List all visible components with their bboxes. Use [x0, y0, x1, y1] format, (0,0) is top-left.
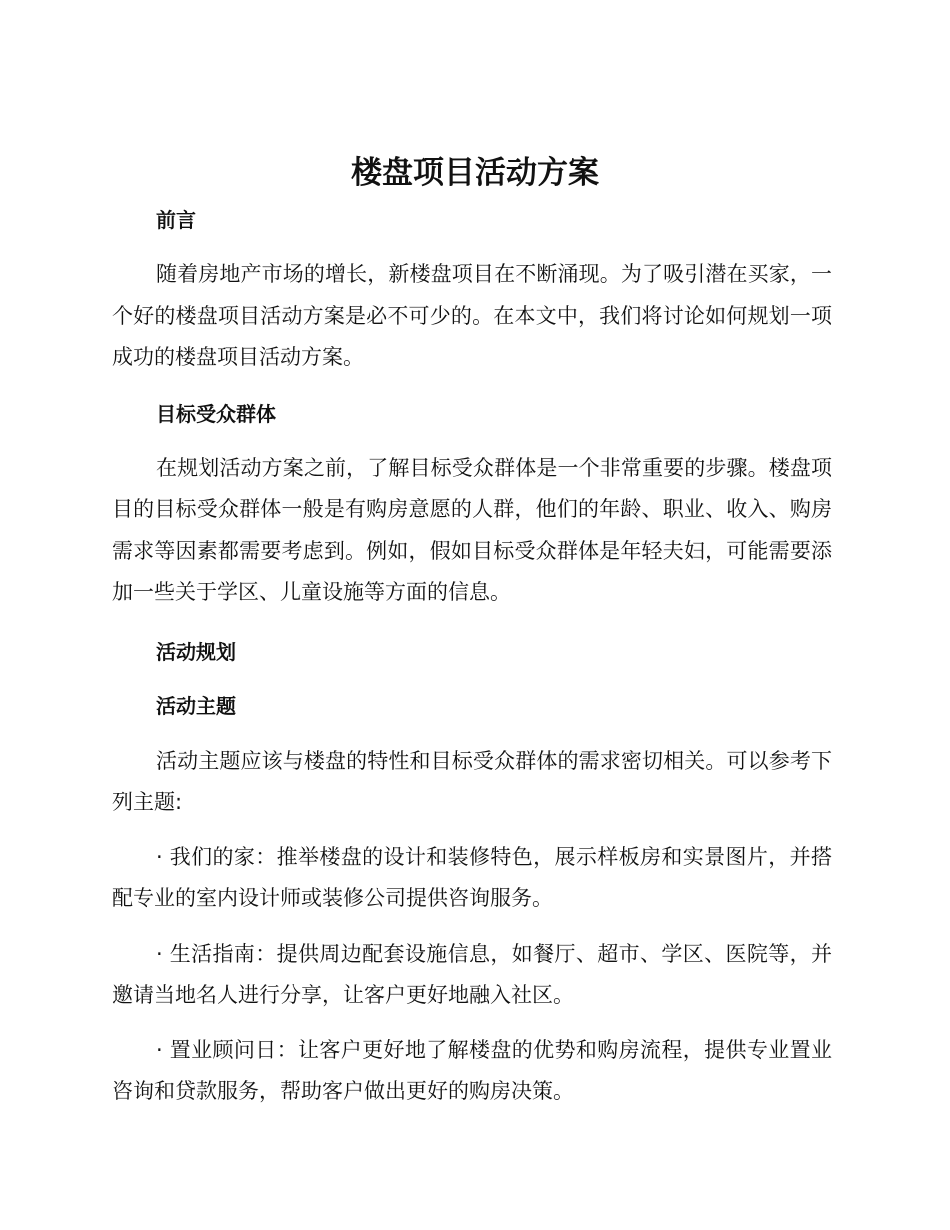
paragraph-theme: 活动主题应该与楼盘的特性和目标受众群体的需求密切相关。可以参考下列主题: [112, 748, 832, 814]
document-body [112, 202, 832, 1113]
document-title: 楼盘项目活动方案 [351, 155, 599, 191]
section-heading-preface: 前言 [156, 208, 196, 232]
paragraph-preface: 随着房地产市场的增长，新楼盘项目在不断涌现。为了吸引潜在买家，一个好的楼盘项目活动方案是必不可少的。在本文中，我们将讨论如何规划一项成功的楼盘项目活动方案。 [112, 262, 832, 369]
paragraph-audience: 在规划活动方案之前，了解目标受众群体是一个非常重要的步骤。楼盘项目的目标受众群体一般是有购房意愿的人群，他们的年龄、职业、收入、购房需求等因素都需要考虑到。例如，假如目标受众群体是年轻夫妇，可能需要添加一些关于学区、儿童设施等方面的信息。 [112, 455, 832, 604]
list-item: · 置业顾问日：让客户更好地了解楼盘的优势和购房流程，提供专业置业咨询和贷款服务，帮助客户做出更好的购房决策。 [112, 1037, 832, 1103]
section-heading-planning: 活动规划 [156, 639, 236, 664]
list-item: · 我们的家：推举楼盘的设计和装修特色，展示样板房和实景图片，并搭配专业的室内设计师或装修公司提供咨询服务。 [112, 844, 832, 910]
list-item: · 生活指南：提供周边配套设施信息，如餐厅、超市、学区、医院等，并邀请当地名人进行分享，让客户更好地融入社区。 [112, 941, 832, 1007]
section-heading-audience: 目标受众群体 [156, 401, 276, 426]
section-heading-theme: 活动主题 [156, 693, 236, 718]
